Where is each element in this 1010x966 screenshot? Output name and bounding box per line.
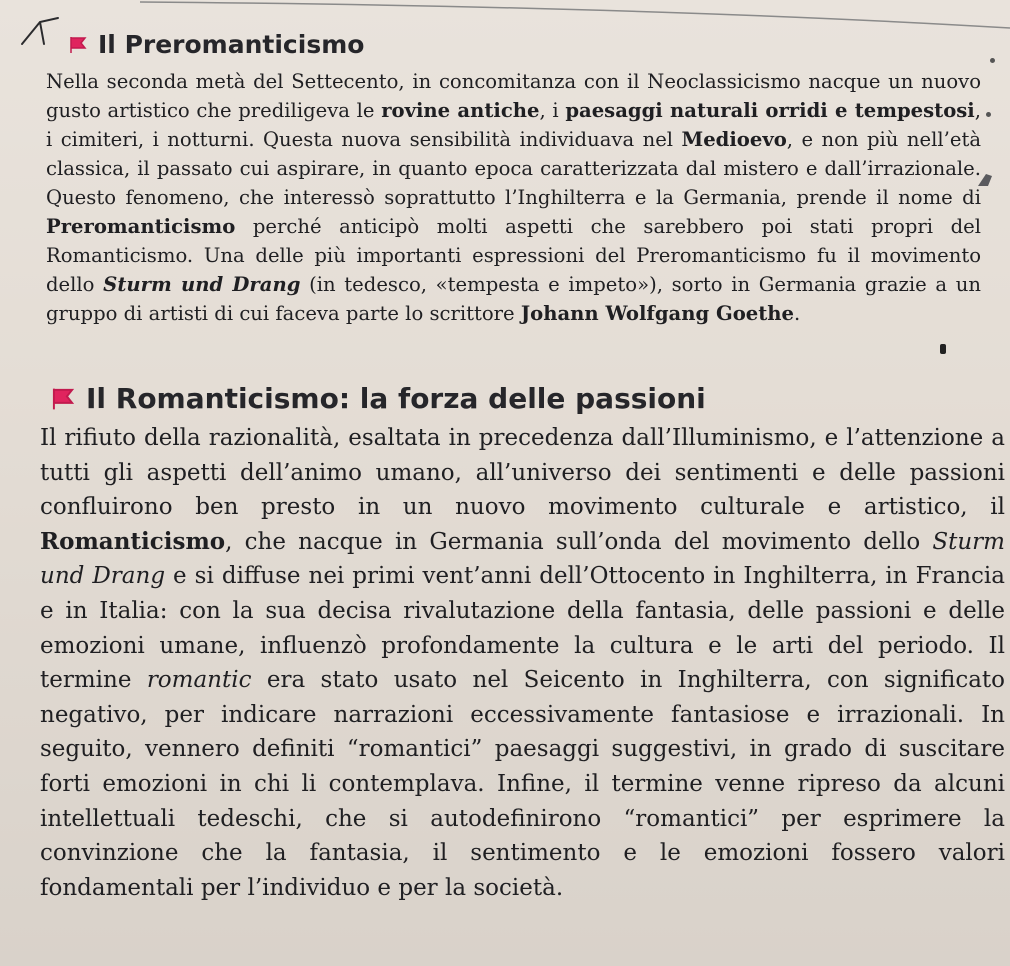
text-run: , e non più nell’età classica, il passato cui aspirare, in quanto epoca caratterizzata dal mistero e dall’irrazionale. Questo fenomeno, che interessò soprattutto l’Inghilterra e la Germania, prende il nome di (46, 128, 981, 209)
text-run: , i (539, 99, 566, 122)
text-run: Il rifiuto della razionalità, esaltata in precedenza dall’Illuminismo, e l’attenzione a tutti gli aspetti dell’animo umano, all’universo dei sentimenti e delle passioni confluirono ben presto in un nuovo movimento culturale e artistico, il (40, 425, 1005, 521)
margin-mark (940, 344, 946, 354)
keyword-bold: Johann Wolfgang Goethe (520, 302, 795, 325)
text-run: perché anticipò molti aspetti che sarebbero poi stati propri del Romanticismo. Una delle più importanti espressioni del Preromanticismo fu il movimento dello (46, 215, 981, 296)
text-run: era stato usato nel Seicento in Inghilterra, con significato negativo, per indicare narrazioni eccessivamente fantasiose e irrazionali. In seguito, vennero definiti “romantici” paesaggi suggestivi, in grado di suscitare forti emozioni in chi li contemplava. Infine, il termine venne ripreso da alcuni intellettuali tedeschi, che si autodefinirono “romantici” per esprimere la convinzione che la fantasia, il sentimento e le emozioni fossero valori fondamentali per l’individuo e per la società. (40, 667, 1006, 901)
keyword-bold-italic: Sturm und Drang (103, 273, 301, 296)
body-paragraph (40, 67, 981, 328)
keyword-bold: Romanticismo (40, 527, 226, 555)
text-run: , che nacque in Germania sull’onda del movimento dello (225, 528, 933, 555)
body-paragraph (40, 421, 1005, 905)
romanticismo-section (40, 382, 1010, 905)
page-edge-line (140, 0, 1010, 30)
term-italic: romantic (146, 667, 252, 694)
text-run: e si diffuse nei primi vent’anni dell’Ottocento in Inghilterra, in Francia e in Italia: con la sua decisa rivalutazione della fantasia, delle passioni e delle emozioni umane, influenzò profondamente la cultura e le arti del periodo. Il termine (40, 563, 1005, 694)
keyword-bold: Preromanticismo (46, 215, 236, 238)
heading-text: Il Romanticismo: la forza delle passioni (86, 382, 706, 415)
keyword-bold: rovine antiche (381, 99, 540, 122)
preromanticismo-section (40, 30, 1000, 328)
keyword-bold: paesaggi naturali orridi e tempestosi (565, 99, 975, 122)
text-run: Nella seconda metà del Settecento, in concomitanza con il Neoclassicismo nacque un nuovo gusto artistico che prediligeva le (46, 70, 981, 122)
margin-dot (986, 112, 991, 117)
margin-flag-icon (976, 172, 994, 188)
text-run: . (794, 302, 801, 325)
term-italic: Sturm und Drang (40, 528, 1005, 590)
flag-icon (50, 386, 76, 412)
section-heading (68, 30, 1000, 59)
section-heading (50, 382, 1010, 415)
flag-icon (68, 35, 88, 55)
text-run: (in tedesco, «tempesta e impeto»), sorto in Germania grazie a un gruppo di artisti di cui faceva parte lo scrittore (46, 273, 981, 325)
text-run: , i cimiteri, i notturni. Questa nuova sensibilità individuava nel (46, 99, 981, 151)
margin-dot (990, 58, 995, 63)
heading-text: Il Preromanticismo (98, 30, 365, 59)
keyword-bold: Medioevo (681, 128, 787, 151)
